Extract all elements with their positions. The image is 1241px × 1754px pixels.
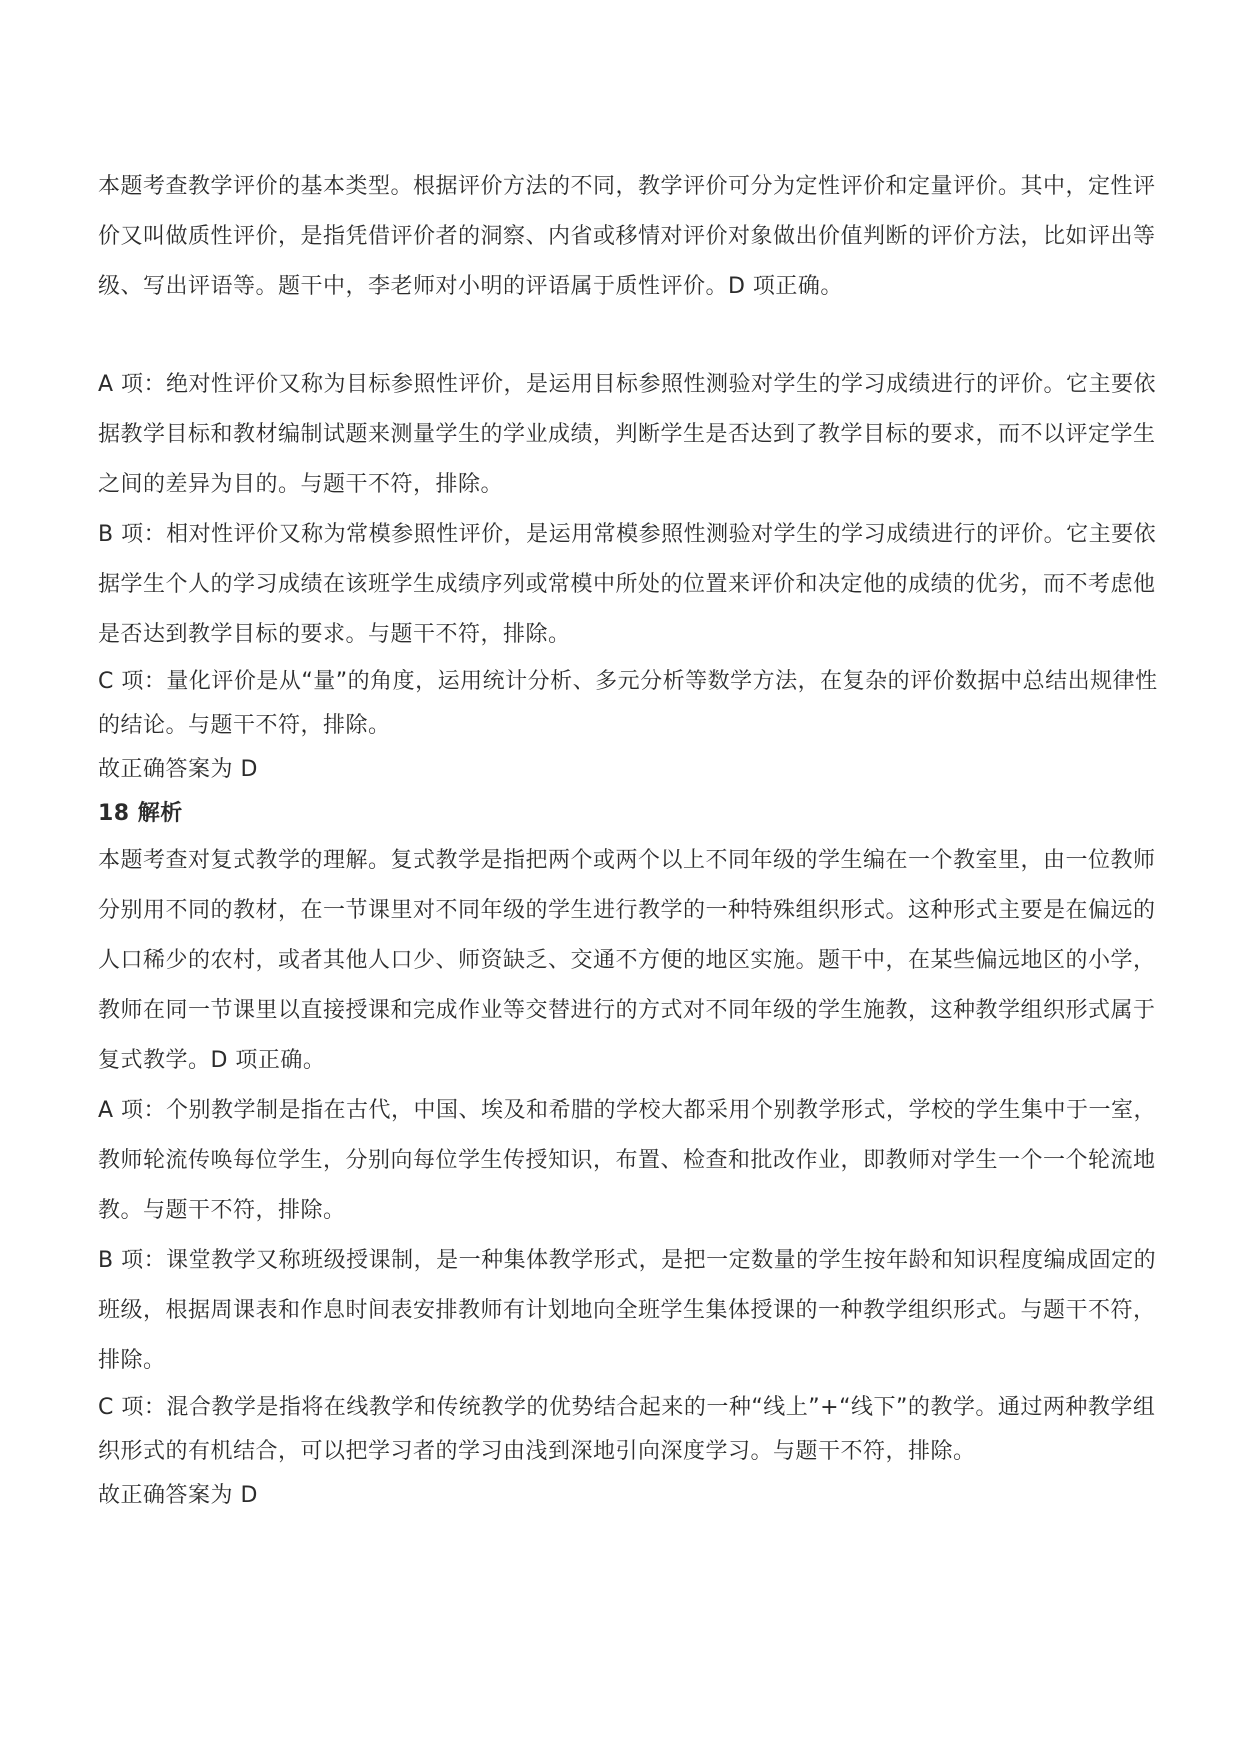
s18-option-c: C 项：混合教学是指将在线教学和传统教学的优势结合起来的一种“线上”+“线下”的教学。通过两种教学组织形式的有机结合，可以把学习者的学习由浅到深地引向深度学习。与题干不符，排除。 <box>98 1395 1156 1464</box>
s17-intro-paragraph: 本题考查教学评价的基本类型。根据评价方法的不同，教学评价可分为定性评价和定量评价。其中，定性评价又叫做质性评价，是指凭借评价者的洞察、内省或移情对评价对象做出价值判断的评价方法，比如评出等级、写出评语等。题干中，李老师对小明的评语属于质性评价。D 项正确。 <box>98 174 1156 299</box>
s18-answer: 故正确答案为 D <box>98 1483 258 1508</box>
s18-heading: 18 解析 <box>98 801 183 826</box>
s17-answer: 故正确答案为 D <box>98 757 258 782</box>
s17-option-b: B 项：相对性评价又称为常模参照性评价，是运用常模参照性测验对学生的学习成绩进行的评价。它主要依据学生个人的学习成绩在该班学生成绩序列或常模中所处的位置来评价和决定他的成绩的优劣，而不考虑他是否达到教学目标的要求。与题干不符，排除。 <box>98 522 1157 647</box>
s18-option-a: A 项：个别教学制是指在古代，中国、埃及和希腊的学校大都采用个别教学形式，学校的学生集中于一室，教师轮流传唤每位学生，分别向每位学生传授知识，布置、检查和批改作业，即教师对学生一个一个轮流地教。与题干不符，排除。 <box>98 1098 1157 1223</box>
s18-intro-paragraph: 本题考查对复式教学的理解。复式教学是指把两个或两个以上不同年级的学生编在一个教室里，由一位教师分别用不同的教材，在一节课里对不同年级的学生进行教学的一种特殊组织形式。这种形式主要是在偏远的人口稀少的农村，或者其他人口少、师资缺乏、交通不方便的地区实施。题干中，在某些偏远地区的小学，教师在同一节课里以直接授课和完成作业等交替进行的方式对不同年级的学生施教，这种教学组织形式属于复式教学。D 项正确。 <box>98 848 1156 1073</box>
s17-option-c: C 项：量化评价是从“量”的角度，运用统计分析、多元分析等数学方法，在复杂的评价数据中总结出规律性的结论。与题干不符，排除。 <box>98 669 1158 738</box>
document-page <box>98 162 1158 1518</box>
s18-option-b: B 项：课堂教学又称班级授课制，是一种集体教学形式，是把一定数量的学生按年龄和知识程度编成固定的班级，根据周课表和作息时间表安排教师有计划地向全班学生集体授课的一种教学组织形式。与题干不符，排除。 <box>98 1248 1157 1373</box>
s17-option-a: A 项：绝对性评价又称为目标参照性评价，是运用目标参照性测验对学生的学习成绩进行的评价。它主要依据教学目标和教材编制试题来测量学生的学业成绩，判断学生是否达到了教学目标的要求，而不以评定学生之间的差异为目的。与题干不符，排除。 <box>98 372 1157 497</box>
